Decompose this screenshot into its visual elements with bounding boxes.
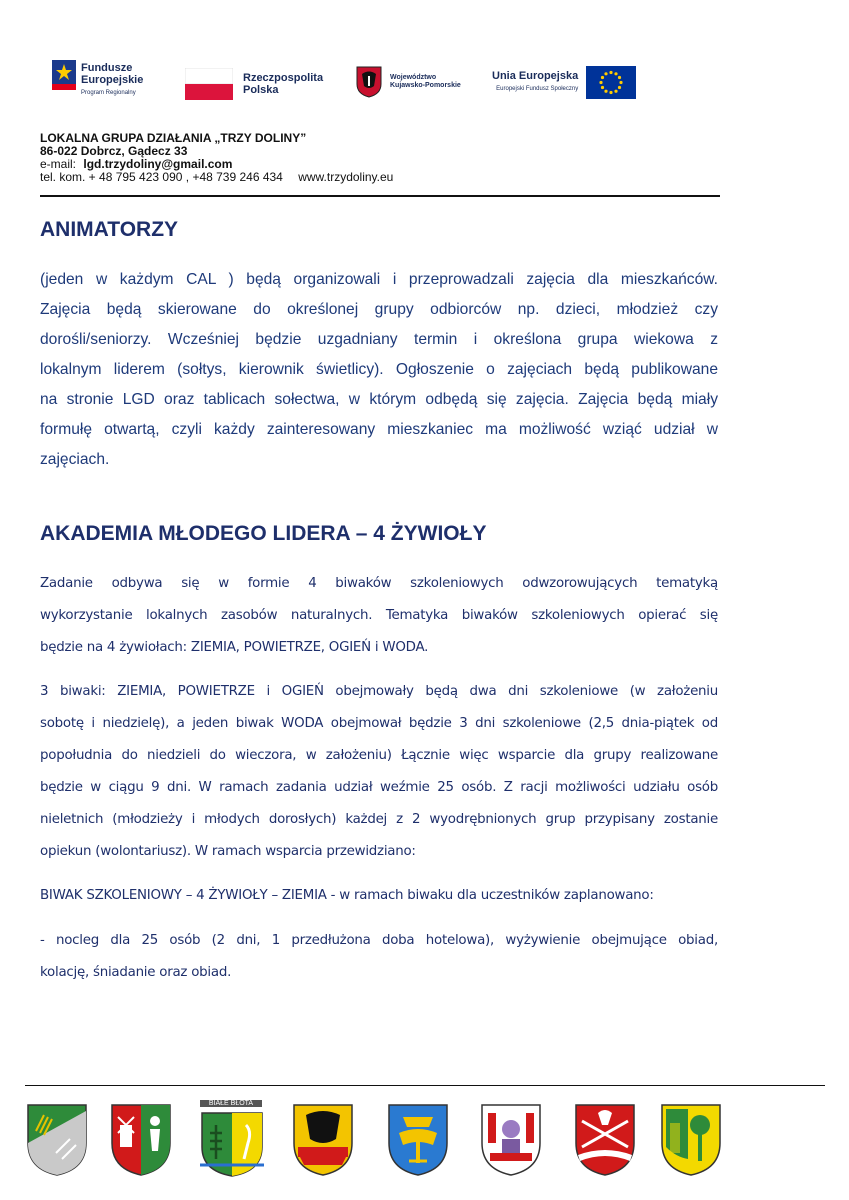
footer-crests (26, 1100, 746, 1178)
section-title-animatorzy: ANIMATORZY (40, 218, 179, 241)
crest-8-icon (660, 1103, 722, 1177)
paragraph-line: formułę otwartą, czyli każdy zainteresowany mieszkaniec ma możliwość wziąć udział w (40, 421, 718, 438)
footer-divider (25, 1085, 825, 1086)
rzeczpospolita-polska-logo (185, 68, 323, 100)
paragraph-line: popołudnia do niedzieli do wieczora, w założeniu) Łącznie więc wsparcie dla grupy realizowane (40, 748, 718, 763)
akademia-paragraph-1 (40, 568, 718, 664)
org-contact-row (40, 171, 720, 184)
fe-line1: Fundusze (81, 61, 133, 74)
org-website[interactable]: www.trzydoliny.eu (298, 170, 394, 184)
section-title-akademia: AKADEMIA MŁODEGO LIDERA – 4 ŻYWIOŁY (40, 522, 487, 545)
paragraph-line: dorośli/seniorzy. Wcześniej będzie uzgadniany termin i określona grupa wiekowa z (40, 331, 718, 348)
organization-header (40, 132, 720, 184)
crest-3-label: BIAŁE BŁOTA (200, 1100, 262, 1107)
fe-star-icon (52, 60, 76, 100)
paragraph-line: Zajęcia będą skierowane do określonej grupy odbiorców np. dzieci, młodzież czy (40, 301, 718, 318)
header-divider (40, 195, 720, 197)
org-phones: tel. kom. + 48 795 423 090 , +48 739 246 434 (40, 170, 283, 184)
ue-line1: Unia Europejska (492, 70, 579, 82)
paragraph-line: kolację, śniadanie oraz obiad. (40, 965, 232, 980)
paragraph-line: na stronie LGD oraz tablicach sołectwa, w którym odbędą się zajęcia. Zajęcia będą miały (40, 391, 718, 408)
email-label: e-mail: (40, 157, 77, 171)
header-logos (52, 56, 662, 106)
paragraph-line: zajęciach. (40, 451, 110, 468)
paragraph-line: wykorzystanie lokalnych zasobów naturalnych. Tematyka biwaków szkoleniowych opierać się (40, 608, 718, 623)
paragraph-line: BIWAK SZKOLENIOWY – 4 ŻYWIOŁY – ZIEMIA - w ramach biwaku dla uczestników zaplanowano: (40, 888, 654, 903)
rp-line2: Polska (243, 84, 279, 96)
crest-3-icon (200, 1103, 264, 1177)
paragraph-line: opiekun (wolontariusz). W ramach wsparcia przewidziano: (40, 844, 416, 859)
fundusze-europejskie-logo (52, 60, 143, 100)
fe-line2: Europejskie (81, 73, 144, 86)
kujawsko-pomorskie-crest-icon (356, 66, 382, 98)
woj-line1: Województwo (390, 74, 437, 81)
paragraph-line: będzie w ciągu 9 dni. W ramach zadania udział weźmie 25 osób. Z racji możliwości udziału osób (40, 780, 718, 795)
paragraph-line: 3 biwaki: ZIEMIA, POWIETRZE i OGIEŃ obejmowały będą dwa dni szkoleniowe (w założeniu (40, 684, 718, 699)
org-address: 86-022 Dobrcz, Gądecz 33 (40, 144, 188, 158)
org-email[interactable]: lgd.trzydoliny@gmail.com (83, 157, 233, 171)
wojewodztwo-logo (356, 66, 461, 98)
paragraph-line: Zadanie odbywa się w formie 4 biwaków szkoleniowych odwzorowujących tematyką (40, 576, 718, 591)
crest-2-icon (110, 1103, 172, 1177)
polish-flag-icon (185, 68, 233, 100)
animatorzy-paragraph (40, 265, 718, 475)
eu-flag-icon (586, 66, 636, 99)
fe-sub: Program Regionalny (81, 89, 136, 96)
paragraph-line: sobotę i niedzielę), a jeden biwak WODA obejmował będzie 3 dni szkoleniowe (2,5 dnia-piątek od (40, 716, 718, 731)
akademia-paragraph-2 (40, 676, 718, 868)
paragraph-line: będzie na 4 żywiołach: ZIEMIA, POWIETRZE, OGIEŃ i WODA. (40, 640, 429, 655)
unia-europejska-logo (492, 66, 636, 99)
crest-1-icon (26, 1103, 88, 1177)
paragraph-line: nieletnich (młodzieży i młodych dorosłych) każdej z 2 wyodrębnionych grup przypisany zostanie (40, 812, 718, 827)
akademia-paragraph-3 (40, 880, 718, 912)
ue-sub: Europejski Fundusz Społeczny (496, 86, 579, 92)
crest-6-icon (480, 1103, 542, 1177)
akademia-paragraph-4 (40, 925, 718, 989)
crest-7-icon (574, 1103, 636, 1177)
crest-4-icon (292, 1103, 354, 1177)
rp-line1: Rzeczpospolita (243, 72, 324, 84)
woj-line2: Kujawsko-Pomorskie (390, 82, 461, 89)
paragraph-line: (jeden w każdym CAL ) będą organizowali i przeprowadzali zajęcia dla mieszkańców. (40, 271, 718, 288)
org-name: LOKALNA GRUPA DZIAŁANIA „TRZY DOLINY” (40, 131, 307, 145)
crest-3 (200, 1100, 264, 1177)
paragraph-line: lokalnym liderem (sołtys, kierownik świetlicy). Ogłoszenie o zajęciach będą publikowane (40, 361, 718, 378)
crest-5-icon (387, 1103, 449, 1177)
paragraph-line: - nocleg dla 25 osób (2 dni, 1 przedłużona doba hotelowa), wyżywienie obejmujące obiad, (40, 933, 718, 948)
